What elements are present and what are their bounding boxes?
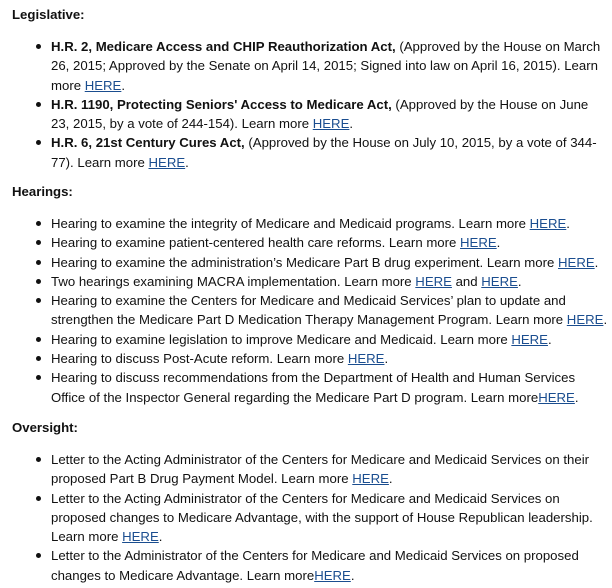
item-tail: . [574,389,579,405]
oversight-list [0,450,608,585]
item-tail: . [384,351,389,367]
item-text: Hearing to examine the administration’s Medicare Part B drug experiment. Learn more [51,254,558,270]
item-text: and [451,273,482,289]
learn-more-link[interactable]: HERE [481,273,518,289]
list-item [0,233,608,252]
item-text: (Approved by the House on June 23, 2015, by a vote of 244-154). Learn more [51,96,589,132]
list-item [0,546,608,585]
learn-more-link[interactable]: HERE [148,154,186,170]
item-tail: . [185,154,189,170]
list-item [0,368,608,407]
list-item [0,214,608,233]
learn-more-link[interactable]: HERE [415,273,452,289]
list-item [0,37,608,95]
list-item [0,133,608,172]
item-tail: . [496,235,501,251]
list-item [0,489,608,547]
learn-more-link[interactable]: HERE [511,331,548,347]
list-item [0,95,608,134]
item-text: Hearing to examine legislation to improve Medicare and Medicaid. Learn more [51,331,512,347]
learn-more-link[interactable]: HERE [538,389,575,405]
bill-title: H.R. 6, 21st Century Cures Act, [51,135,245,151]
legislative-heading: Legislative: [12,7,85,22]
legislative-list [0,37,608,172]
learn-more-link[interactable]: HERE [347,351,385,367]
item-text: Hearing to examine patient-centered health care reforms. Learn more [51,235,461,251]
learn-more-link[interactable]: HERE [558,254,595,270]
bill-title: H.R. 1190, Protecting Seniors' Access to Medicare Act, [51,96,392,112]
learn-more-link[interactable]: HERE [122,529,159,545]
learn-more-link[interactable]: HERE [460,235,497,251]
list-item [0,253,608,272]
learn-more-link[interactable]: HERE [314,567,351,583]
item-tail: . [566,216,570,231]
item-text: Hearing to discuss Post-Acute reform. Learn more [51,351,348,367]
item-tail: . [350,567,355,583]
item-tail: . [547,331,552,347]
learn-more-link[interactable]: HERE [566,312,604,328]
list-item [0,450,608,489]
item-text: Hearing to discuss recommendations from the Department of Health and Human Services Office of the Inspector General regarding the Medicare Part D program. Learn more [51,370,576,405]
item-tail: . [349,116,354,132]
item-text: Letter to the Acting Administrator of the Centers for Medicare and Medicaid Services on proposed changes to Medicare Advantage, with the support of House Republican leadership. Learn more [51,490,593,545]
list-item [0,349,608,368]
list-item [0,330,608,349]
oversight-heading: Oversight: [12,420,78,435]
hearings-heading: Hearings: [12,184,73,199]
item-text: Hearing to examine the Centers for Medicare and Medicaid Services’ plan to update and strengthen the Medicare Part D Medication Therapy Management Program. Learn more [51,293,567,328]
item-text: (Approved by the House on March 26, 2015; Approved by the Senate on April 14, 2015; Signed into law on April 16, 2015). Learn more [51,39,601,93]
item-text: Letter to the Acting Administrator of the Centers for Medicare and Medicaid Services on their proposed Part B Drug Payment Model. Learn more [51,452,590,487]
hearings-list [0,214,608,407]
list-item [0,272,608,291]
item-text: Two hearings examining MACRA implementation. Learn more [51,273,416,289]
item-tail: . [121,77,126,93]
learn-more-link[interactable]: HERE [529,216,567,231]
learn-more-link[interactable]: HERE [84,77,122,93]
item-text: (Approved by the House on July 10, 2015, by a vote of 344-77). Learn more [51,135,597,170]
item-tail: . [594,254,599,270]
bill-title: H.R. 2, Medicare Access and CHIP Reauthorization Act, [51,39,396,54]
list-item [0,291,608,330]
learn-more-link[interactable]: HERE [312,116,350,132]
item-tail: . [517,273,522,289]
learn-more-link[interactable]: HERE [352,471,389,487]
item-text: Hearing to examine the integrity of Medicare and Medicaid programs. Learn more [51,216,530,231]
item-text: Letter to the Administrator of the Centers for Medicare and Medicaid Services on proposed changes to Medicare Advantage. Learn more [51,548,579,583]
item-tail: . [603,312,608,328]
item-tail: . [158,529,163,545]
item-tail: . [388,471,393,487]
